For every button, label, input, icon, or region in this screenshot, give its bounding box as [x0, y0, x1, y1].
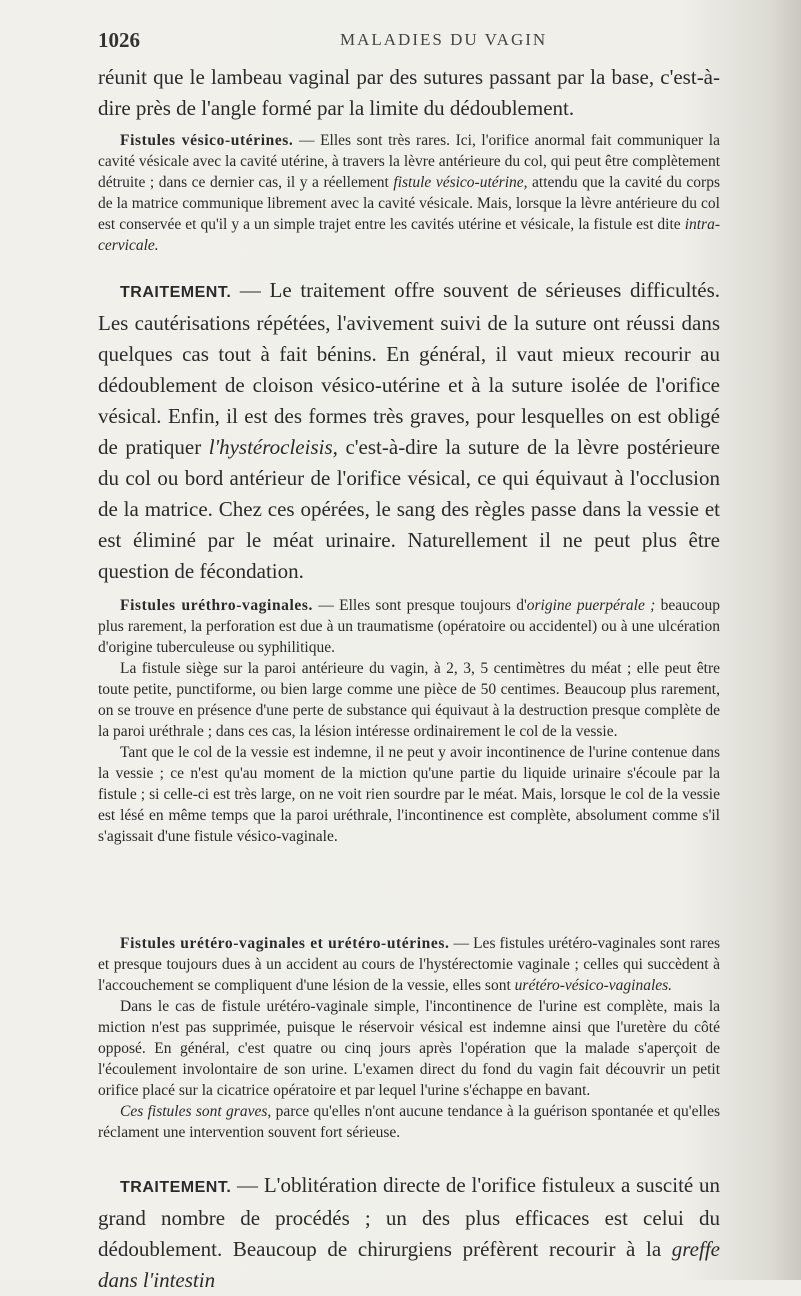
paragraph-text: Tant que le col de la vessie est indemne, il ne peut y avoir incontinence de l'urine contenue dans la vessie ; ce n'est qu'au moment de la miction qu'une partie du liquide urinaire s'écoule par la fistule ; si celle-ci est très large, on ne voit rien sourdre par le méat. Mais, lorsque le col de la vessie est lésé en même temps que la paroi uréthrale, l'incontinence est complète, absolument comme s'il s'agissait d'une fistule vésico-vaginale. [98, 744, 720, 845]
section-fistules-urethro-vaginales: Fistules uréthro-vaginales. — Elles sont presque toujours d'origine puerpérale ; beaucoup plus rarement, la perforation est due à un traumatisme (opératoire ou accidentel) ou à une ulcération d'origine tuberculeuse ou syphilitique. La fistule siège sur la paroi antérieure du vagin, à 2, 3, 5 centimètres du méat ; elle peut être toute petite, punctiforme, ou bien large comme une pièce de 50 centimes. Beaucoup plus rarement, on se trouve en présence d'une perte de substance qui équivaut à la destruction presque complète de la paroi uréthrale ; dans ces cas, la lésion intéresse ordinairement le col de la vessie. Tant que le col de la vessie est indemne, il ne peut y avoir incontinence de l'urine contenue dans la vessie ; ce n'est qu'au moment de la miction qu'une partie du liquide urinaire s'écoule par la fistule ; si celle-ci est très large, on ne voit rien sourdre par le méat. Mais, lorsque le col de la vessie est lésé en même temps que la paroi uréthrale, l'incontinence est complète, absolument comme s'il s'agissait d'une fistule vésico-vaginale. [98, 597, 721, 845]
section-fistules-vesico-uterines: Fistules vésico-utérines. — Elles sont très rares. Ici, l'orifice anormal fait communiquer la cavité vésicale avec la cavité utérine, à travers la lèvre antérieure du col, qui peut être complètement détruite ; dans ce dernier cas, il y a réellement fistule vésico-utérine, attendu que la cavité du corps de la matrice communique librement avec la cavité vésicale. Mais, lorsque la lèvre antérieure du col est conservée et qu'il y a un simple trajet entre les cavités utérine et vésicale, la fistule est dite intra-cervicale. [98, 132, 720, 254]
paragraph-text: Dans le cas de fistule urétéro-vaginale simple, l'incontinence de l'urine est complète, mais la miction n'est pas supprimée, puisque le réservoir vésical est indemne ainsi que l'uretère du côté opposé. En général, c'est quatre ou cinq jours après l'opération que la malade s'aperçoit de l'écoulement involontaire de son urine. L'examen direct du fond du vagin fait découvrir un petit orifice placé sur la cicatrice opératoire et par lequel l'urine s'échappe en bavant. [98, 998, 720, 1099]
section-heading: TRAITEMENT. [120, 284, 232, 301]
section-heading: TRAITEMENT. [120, 1179, 232, 1196]
section-heading: Fistules urétéro-vaginales et urétéro-utérines. [120, 935, 450, 952]
section-heading: Fistules uréthro-vaginales. [120, 597, 314, 614]
paragraph-text: réunit que le lambeau vaginal par des sutures passant par la base, c'est-à-dire près de l'angle formé par la limite du dédoublement. [98, 65, 720, 120]
running-head: MALADIES DU VAGIN [340, 30, 548, 49]
paragraph-continuation [98, 62, 720, 124]
page-number: 1026 [98, 28, 140, 52]
section-traitement-1: TRAITEMENT. — Le traitement offre souvent de sérieuses difficultés. Les cautérisations répétées, l'avivement suivi de la suture ont réussi dans quelques cas tout à fait bénins. En général, il vaut mieux recourir au dédoublement de cloison vésico-utérine et à la suture isolée de l'orifice vésical. Enfin, il est des formes très graves, pour lesquelles on est obligé de pratiquer l'hystérocleisis, c'est-à-dire la suture de la lèvre postérieure du col ou bord antérieur de l'orifice vésical, ce qui équivaut à l'occlusion de la matrice. Chez ces opérées, le sang des règles passe dans la vessie et est éliminé par le méat urinaire. Naturellement il ne peut plus être question de fécondation. [98, 278, 720, 583]
section-fistules-uretero: Fistules urétéro-vaginales et urétéro-utérines. — Les fistules urétéro-vaginales sont rares et presque toujours dues à un accident au cours de l'hystérectomie vaginale ; celles qui succèdent à l'accouchement se compliquent d'une lésion de la vessie, elles sont urétéro-vésico-vaginales. Dans le cas de fistule urétéro-vaginale simple, l'incontinence de l'urine est complète, mais la miction n'est pas supprimée, puisque le réservoir vésical est indemne ainsi que l'uretère du côté opposé. En général, c'est quatre ou cinq jours après l'opération que la malade s'aperçoit de l'écoulement involontaire de son urine. L'examen direct du fond du vagin fait découvrir un petit orifice placé sur la cicatrice opératoire et par lequel l'urine s'échappe en bavant. Ces fistules sont graves, parce qu'elles n'ont aucune tendance à la guérison spontanée et qu'elles réclament une intervention souvent fort sérieuse. [98, 935, 720, 1141]
section-heading: Fistules vésico-utérines. [120, 132, 294, 149]
paragraph-text: La fistule siège sur la paroi antérieure du vagin, à 2, 3, 5 centimètres du méat ; elle peut être toute petite, punctiforme, ou bien large comme une pièce de 50 centimes. Beaucoup plus rarement, on se trouve en présence d'une perte de substance qui équivaut à la destruction presque complète de la paroi uréthrale ; dans ces cas, la lésion intéresse ordinairement le col de la vessie. [98, 660, 720, 740]
page-header [0, 22, 801, 52]
section-traitement-2: TRAITEMENT. — L'oblitération directe de l'orifice fistuleux a suscité un grand nombre de procédés ; un des plus efficaces est celui du dédoublement. Beaucoup de chirurgiens préfèrent recourir à la greffe dans l'intestin [98, 1173, 720, 1292]
